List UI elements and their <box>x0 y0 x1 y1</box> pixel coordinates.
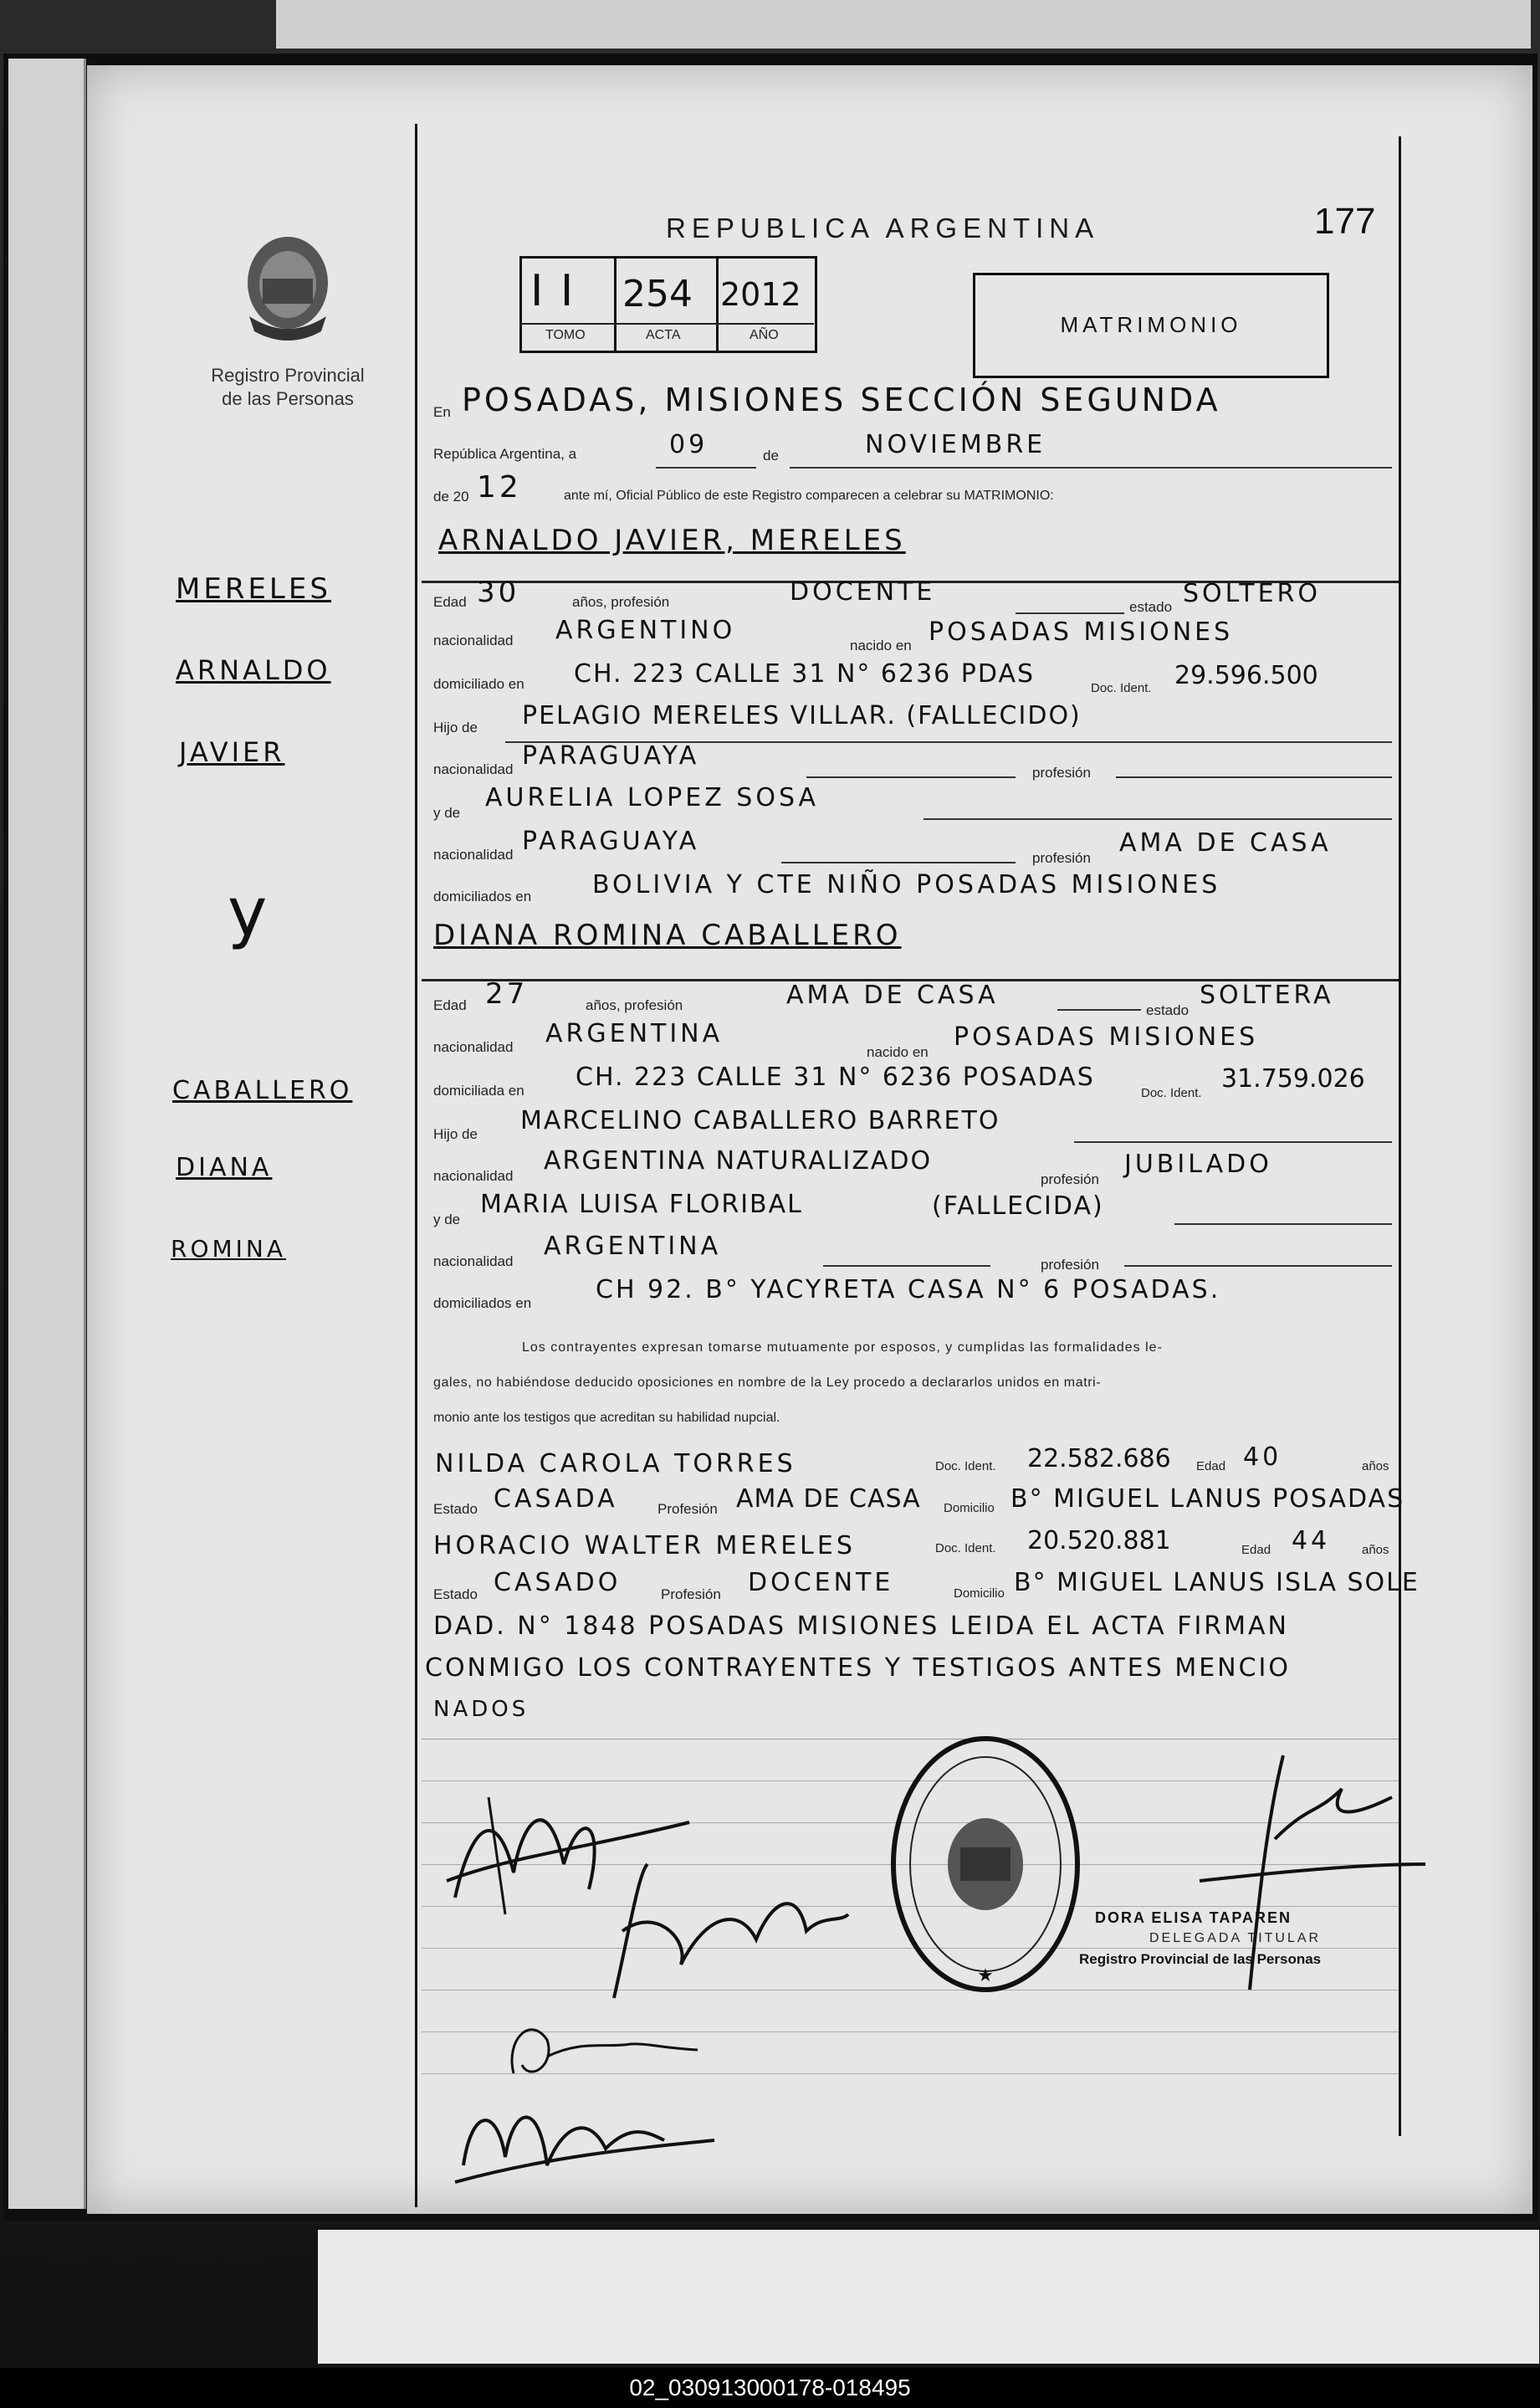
bride-signature-icon <box>589 1839 857 2006</box>
underline <box>1124 1265 1392 1267</box>
margin-line <box>415 124 417 2207</box>
witness-2-signature-icon <box>447 2073 723 2190</box>
bride-domicilio: CH. 223 CALLE 31 N° 6236 POSADAS <box>576 1063 1095 1092</box>
bride-estado: SOLTERA <box>1200 981 1334 1010</box>
box-divider <box>614 256 617 351</box>
witness-2-domicilio: B° MIGUEL LANUS ISLA SOLE <box>1014 1568 1420 1597</box>
label-edad: Edad <box>433 997 467 1013</box>
bride-padre: MARCELINO CABALLERO BARRETO <box>520 1106 1000 1135</box>
label-profesion: Profesión <box>661 1586 721 1602</box>
underline <box>781 862 1016 863</box>
official-stamp-line2: DELEGADA TITULAR <box>1149 1931 1322 1945</box>
footer-caption: 02_030913000178-018495 <box>0 2368 1540 2408</box>
groom-madre-nacionalidad: PARAGUAYA <box>522 827 700 856</box>
underline <box>1057 1009 1141 1011</box>
label-anios: años, profesión <box>572 594 670 610</box>
groom-padres-domicilio: BOLIVIA Y CTE NIÑO POSADAS MISIONES <box>592 870 1221 899</box>
bride-madre-nacionalidad: ARGENTINA <box>544 1232 722 1261</box>
label-nacionalidad: nacionalidad <box>433 1039 514 1055</box>
witness-2-doc: 20.520.881 <box>1027 1526 1171 1555</box>
underline <box>790 467 1392 469</box>
underline <box>656 467 756 469</box>
box-divider <box>716 256 719 351</box>
left-page-edge <box>8 59 86 2209</box>
ceremony-month: NOVIEMBRE <box>865 430 1046 459</box>
label-hijo: Hijo de <box>433 1126 478 1142</box>
label-profesion: profesión <box>1032 765 1091 781</box>
bride-edad: 27 <box>485 977 529 1011</box>
label-nacionalidad: nacionalidad <box>433 847 514 863</box>
label-anios: años <box>1362 1459 1389 1473</box>
witness-2-name: HORACIO WALTER MERELES <box>433 1531 856 1560</box>
declaration-line2: gales, no habiéndose deducido oposiciones en nombre de la Ley procedo a declararlos unidos en matri- <box>433 1376 1102 1390</box>
label-edad: Edad <box>1241 1543 1271 1557</box>
label-estado: Estado <box>433 1501 478 1517</box>
country-title: REPUBLICA ARGENTINA <box>666 213 1100 243</box>
acta-label: ACTA <box>646 328 681 342</box>
label-doc: Doc. Ident. <box>935 1459 996 1473</box>
margin-conjunction: y <box>228 874 268 951</box>
label-nacionalidad: nacionalidad <box>433 761 514 777</box>
label-hijo: Hijo de <box>433 720 478 735</box>
ceremony-day: 09 <box>669 430 709 459</box>
bride-nacido: POSADAS MISIONES <box>954 1022 1259 1052</box>
label-yde: y de <box>433 805 461 821</box>
bride-doc: 31.759.026 <box>1221 1064 1365 1094</box>
groom-padre-nacionalidad: PARAGUAYA <box>522 741 700 771</box>
underline <box>1016 612 1124 614</box>
groom-madre: AURELIA LOPEZ SOSA <box>485 783 820 812</box>
label-domiciliados: domiciliados en <box>433 889 532 904</box>
groom-nacido: POSADAS MISIONES <box>929 617 1234 647</box>
label-year: de 20 <box>433 489 469 505</box>
underline <box>1074 1141 1392 1143</box>
witness-2-edad: 44 <box>1292 1526 1331 1555</box>
tomo-label: TOMO <box>545 328 586 342</box>
label-nacido: nacido en <box>850 638 912 653</box>
bride-padres-domicilio: CH 92. B° YACYRETA CASA N° 6 POSADAS. <box>596 1275 1221 1304</box>
label-profesion: profesión <box>1041 1171 1099 1187</box>
label-republica: República Argentina, a <box>433 446 577 462</box>
label-edad: Edad <box>1196 1459 1226 1473</box>
witness-1-edad: 40 <box>1243 1442 1282 1472</box>
margin-bride-name2: ROMINA <box>171 1235 287 1263</box>
label-estado: estado <box>1129 599 1173 615</box>
label-yde: y de <box>433 1212 461 1227</box>
groom-edad: 30 <box>477 576 520 609</box>
official-stamp-line1: DORA ELISA TAPAREN <box>1095 1909 1292 1926</box>
registry-name-line2: de las Personas <box>222 388 354 409</box>
label-domicilio: domiciliada en <box>433 1083 524 1099</box>
bride-padre-nacionalidad: ARGENTINA NATURALIZADO <box>544 1146 933 1176</box>
svg-text:★: ★ <box>977 1965 994 1985</box>
closing-line1: DAD. N° 1848 POSADAS MISIONES LEIDA EL ACTA FIRMAN <box>433 1611 1289 1641</box>
top-paper-edge <box>276 0 1531 49</box>
witness-1-domicilio: B° MIGUEL LANUS POSADAS <box>1010 1484 1405 1514</box>
box-rule <box>519 323 814 325</box>
label-anios: años, profesión <box>586 997 683 1013</box>
label-nacionalidad: nacionalidad <box>433 1253 514 1269</box>
label-doc: Doc. Ident. <box>1141 1086 1202 1100</box>
groom-padre: PELAGIO MERELES VILLAR. (FALLECIDO) <box>522 701 1082 730</box>
witness-2-estado: CASADO <box>494 1568 622 1597</box>
underline <box>806 776 1016 778</box>
official-stamp-line3: Registro Provincial de las Personas <box>1079 1951 1322 1967</box>
groom-doc: 29.596.500 <box>1174 661 1318 690</box>
bottom-paper-strip <box>318 2230 1539 2364</box>
witness-1-profesion: AMA DE CASA <box>736 1484 921 1514</box>
margin-groom-surname: MERELES <box>176 572 331 606</box>
margin-bride-surname: CABALLERO <box>172 1076 353 1105</box>
groom-estado: SOLTERO <box>1183 579 1321 608</box>
groom-nacionalidad: ARGENTINO <box>555 616 736 645</box>
witness-1-doc: 22.582.686 <box>1027 1444 1171 1473</box>
witness-1-name: NILDA CAROLA TORRES <box>435 1449 796 1478</box>
label-edad: Edad <box>433 594 467 610</box>
intro-text: ante mí, Oficial Público de este Registro comparecen a celebrar su MATRIMONIO: <box>564 489 1054 503</box>
page-number: 177 <box>1314 201 1376 242</box>
label-doc: Doc. Ident. <box>935 1541 996 1555</box>
declaration-line1: Los contrayentes expresan tomarse mutuamente por esposos, y cumplidas las formalidades le- <box>522 1340 1163 1355</box>
closing-line2: CONMIGO LOS CONTRAYENTES Y TESTIGOS ANTES MENCIO <box>425 1653 1292 1683</box>
label-anios: años <box>1362 1543 1389 1557</box>
bride-madre: MARIA LUISA FLORIBAL <box>480 1190 803 1219</box>
witness-2-profesion: DOCENTE <box>748 1568 894 1597</box>
margin-groom-name1: ARNALDO <box>176 654 331 686</box>
label-domiciliados: domiciliados en <box>433 1295 532 1311</box>
groom-domicilio: CH. 223 CALLE 31 N° 6236 PDAS <box>574 659 1036 689</box>
closing-line3: NADOS <box>433 1697 530 1722</box>
bride-madre-note: (FALLECIDA) <box>932 1191 1104 1221</box>
label-estado: Estado <box>433 1586 478 1602</box>
underline <box>823 1265 990 1267</box>
register-page <box>87 65 1532 2214</box>
label-profesion: profesión <box>1032 850 1091 866</box>
underline <box>1116 776 1392 778</box>
official-seal-icon <box>885 1730 1086 1998</box>
label-en: En <box>433 404 451 420</box>
anio-value: 2012 <box>720 276 801 313</box>
ceremony-year: 12 <box>477 470 522 505</box>
label-estado: estado <box>1146 1002 1190 1018</box>
groom-profesion: DOCENTE <box>790 577 936 607</box>
label-nacionalidad: nacionalidad <box>433 1168 514 1184</box>
bride-nacionalidad: ARGENTINA <box>545 1019 724 1048</box>
label-nacionalidad: nacionalidad <box>433 633 514 648</box>
label-domicilio: domiciliado en <box>433 676 524 692</box>
witness-1-estado: CASADA <box>494 1484 618 1514</box>
label-profesion: profesión <box>1041 1257 1099 1273</box>
groom-full-name: ARNALDO JAVIER, MERELES <box>438 524 906 557</box>
underline <box>1174 1223 1392 1225</box>
tomo-value: I I <box>530 266 576 316</box>
doc-type-title: MATRIMONIO <box>1060 312 1242 337</box>
registry-name-line1: Registro Provincial <box>211 365 365 386</box>
underline <box>923 818 1392 820</box>
label-domicilio: Domicilio <box>944 1501 995 1515</box>
label-profesion: Profesión <box>657 1501 718 1517</box>
coat-of-arms-icon <box>238 233 338 341</box>
margin-groom-name2: JAVIER <box>179 736 285 768</box>
groom-madre-profesion: AMA DE CASA <box>1119 828 1332 858</box>
label-de: de <box>763 448 779 464</box>
margin-bride-name1: DIANA <box>176 1153 273 1182</box>
bride-profesion: AMA DE CASA <box>786 981 999 1010</box>
label-nacido: nacido en <box>867 1044 929 1060</box>
bride-full-name: DIANA ROMINA CABALLERO <box>433 919 902 952</box>
label-doc: Doc. Ident. <box>1091 681 1152 695</box>
label-domicilio: Domicilio <box>954 1586 1005 1601</box>
anio-label: AÑO <box>750 328 779 342</box>
declaration-line3: monio ante los testigos que acreditan su habilidad nupcial. <box>433 1411 780 1425</box>
ceremony-place: POSADAS, MISIONES SECCIÓN SEGUNDA <box>462 382 1221 418</box>
bride-padre-profesion: JUBILADO <box>1124 1150 1272 1179</box>
acta-value: 254 <box>622 273 693 315</box>
